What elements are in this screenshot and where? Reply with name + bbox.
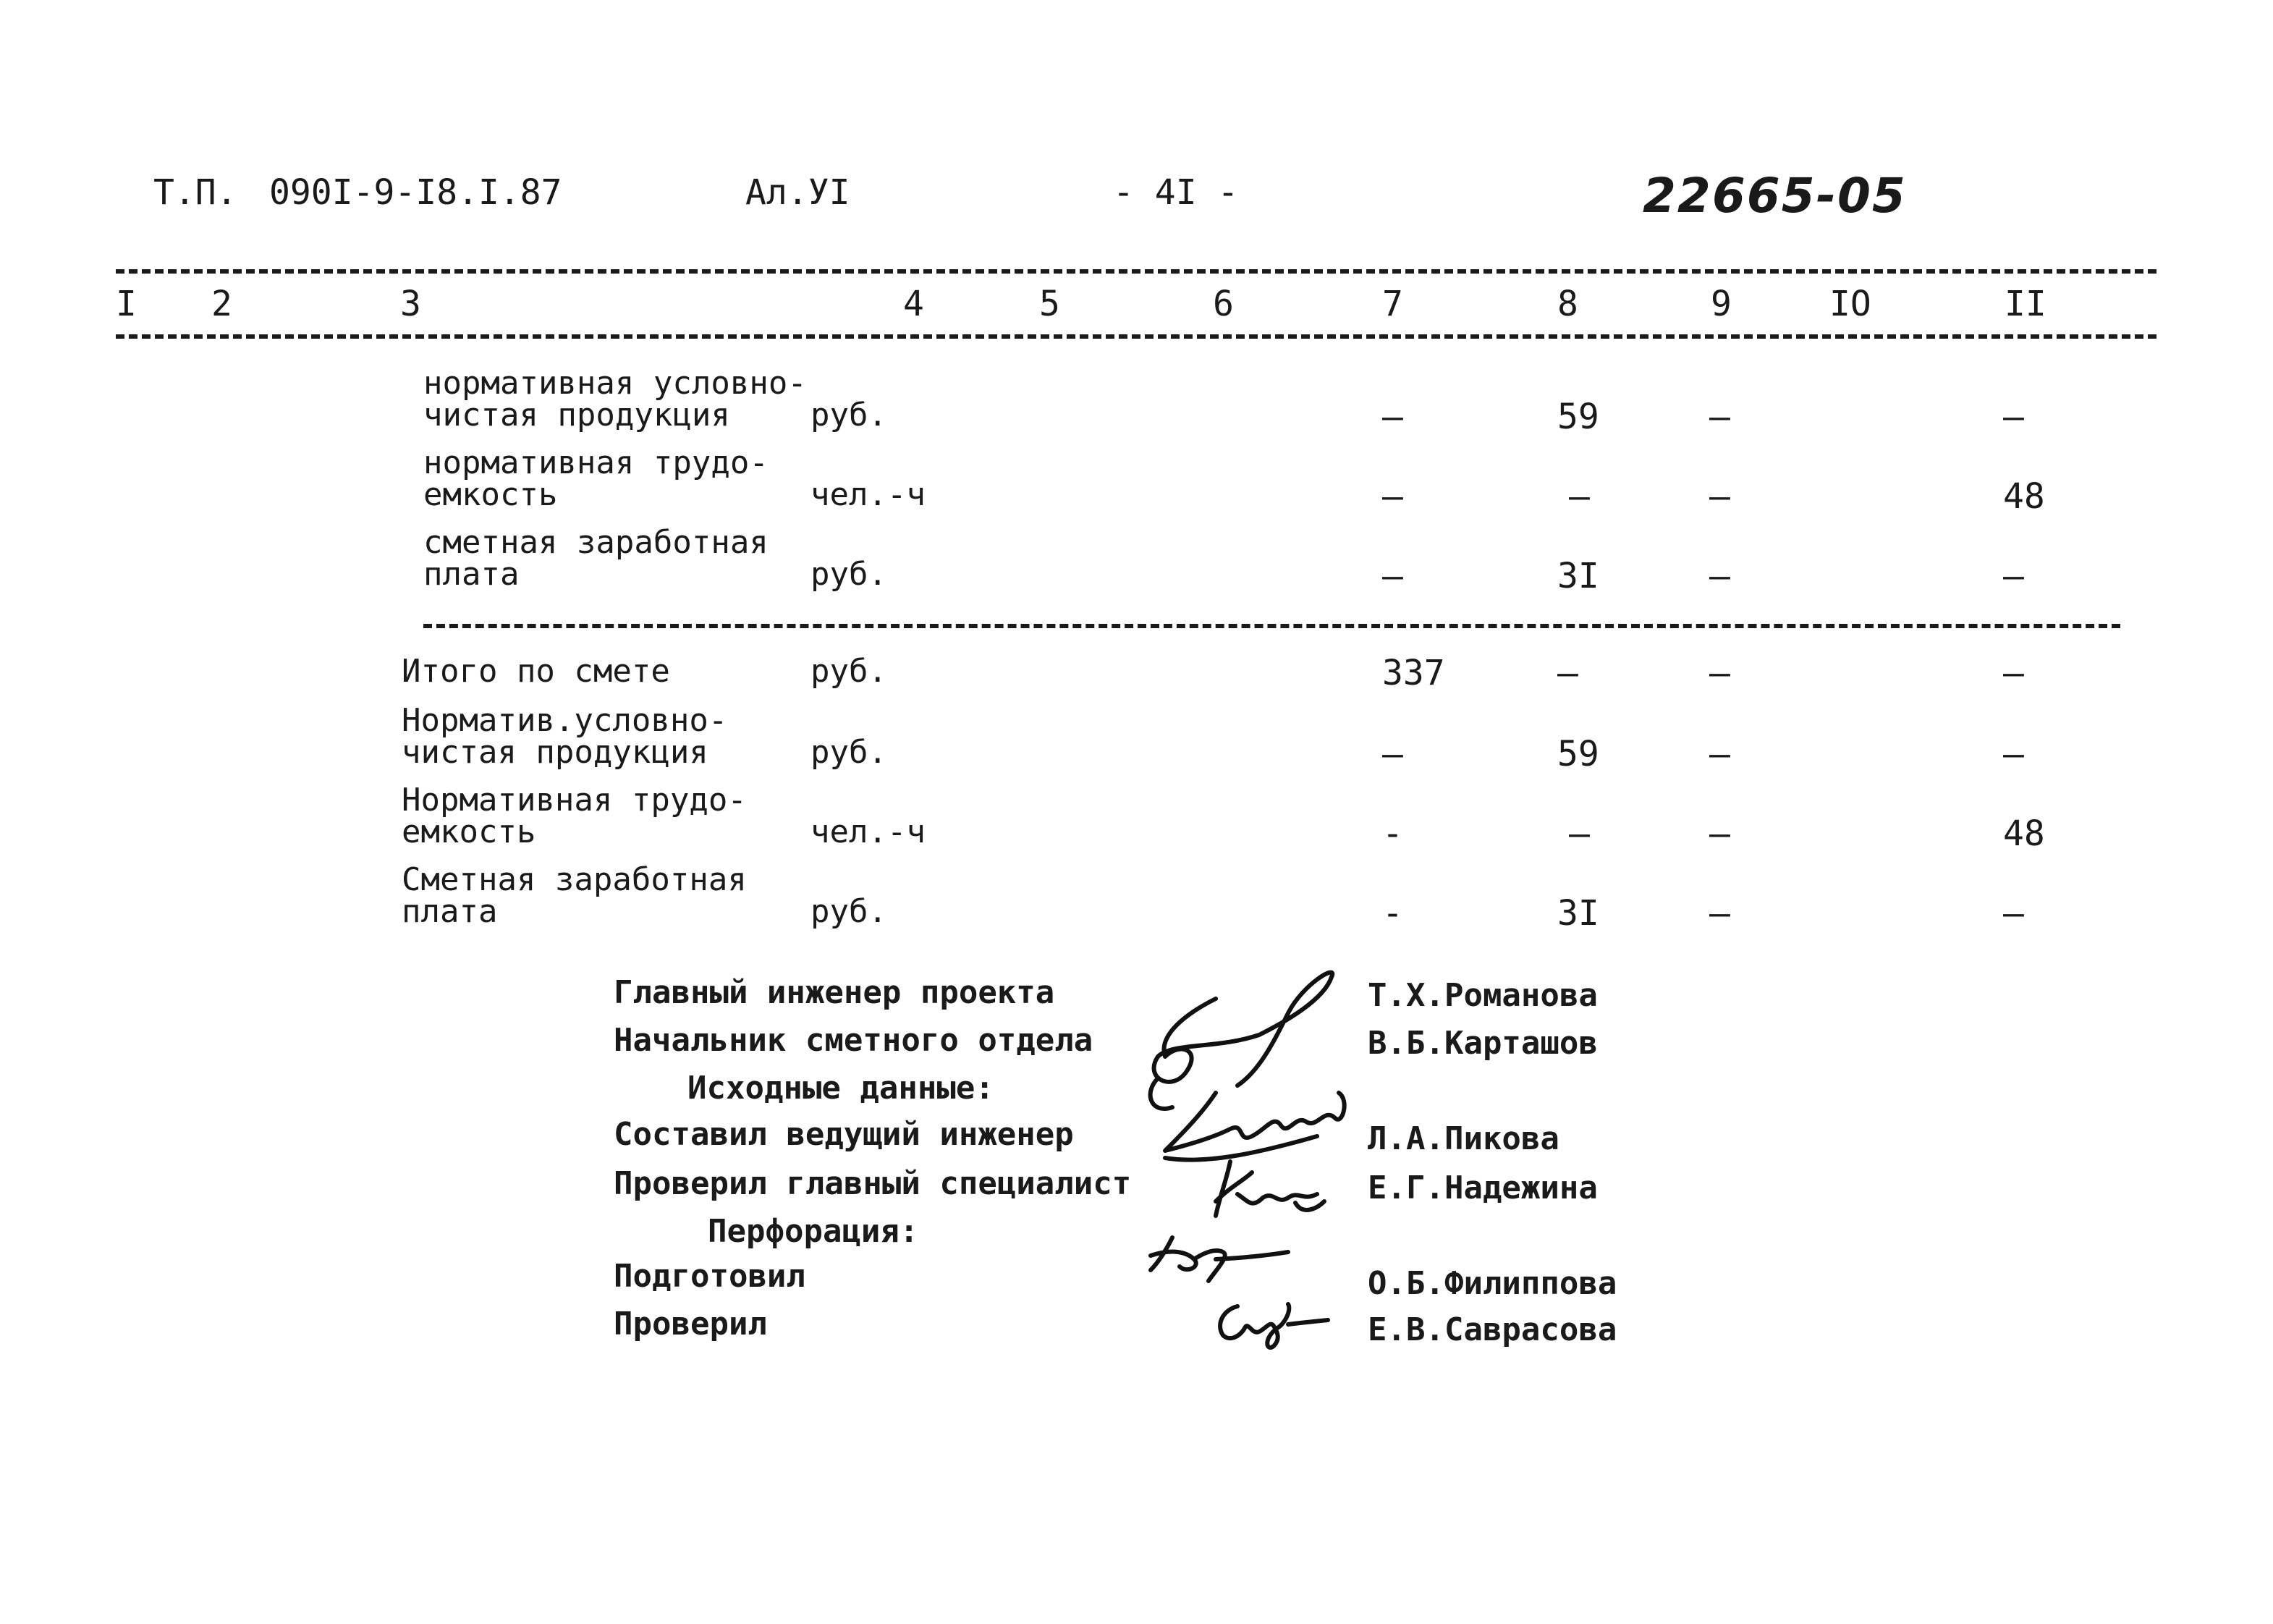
tp-label: Т.П. (153, 172, 237, 213)
source-data-heading: Исходные данные: (687, 1070, 994, 1107)
row-col7: – (1382, 556, 1403, 596)
total-name-line1: Нормативная трудо- (402, 782, 747, 819)
row-col7: – (1382, 397, 1403, 437)
total-col7: - (1382, 813, 1403, 854)
row-col8: 59 (1557, 397, 1599, 437)
total-col7: – (1382, 734, 1403, 774)
column-number: I (116, 284, 137, 324)
total-unit: руб. (810, 893, 887, 930)
column-number: 6 (1213, 284, 1234, 324)
total-unit: чел.-ч (810, 813, 926, 850)
column-number: 5 (1039, 284, 1060, 324)
prepared-label: Подготовил (614, 1258, 805, 1295)
row-col8: 3I (1557, 556, 1599, 596)
total-unit: руб. (810, 653, 887, 690)
compiled-label: Составил ведущий инженер (614, 1116, 1074, 1153)
dept-head-name: В.Б.Карташов (1368, 1025, 1598, 1062)
column-number: 4 (903, 284, 924, 324)
page-number: - 4I - (1113, 172, 1239, 213)
row-unit: чел.-ч (810, 476, 926, 513)
total-col8: 59 (1557, 734, 1599, 774)
row-col11: – (2003, 397, 2024, 437)
signature-verifier (1209, 1295, 1332, 1353)
total-col11: 48 (2003, 813, 2045, 854)
row-unit: руб. (810, 397, 887, 434)
row-col11: – (2003, 556, 2024, 596)
row-col9: – (1709, 476, 1730, 517)
total-name-line1: Итого по смете (402, 653, 670, 690)
header-rule-top (116, 269, 2156, 274)
verified-name: Е.В.Саврасова (1368, 1311, 1617, 1348)
column-number: 8 (1557, 284, 1578, 324)
total-col9: – (1709, 734, 1730, 774)
tp-code: 090I-9-I8.I.87 (269, 172, 562, 213)
total-col9: – (1709, 893, 1730, 934)
total-col11: – (2003, 893, 2024, 934)
total-unit: руб. (810, 734, 887, 771)
row-col9: – (1709, 556, 1730, 596)
album-label: Ал.УI (745, 172, 850, 213)
row-col8: – (1569, 476, 1590, 517)
row-col11: 48 (2003, 476, 2045, 517)
total-name-line1: Сметная заработная (402, 861, 747, 898)
total-name-line2: плата (402, 893, 498, 930)
total-col8: 3I (1557, 893, 1599, 934)
row-name-line2: чистая продукция (423, 397, 730, 434)
column-number: 9 (1711, 284, 1732, 324)
checked-label: Проверил главный специалист (614, 1165, 1132, 1202)
section-separator (423, 624, 2120, 628)
prepared-name: О.Б.Филиппова (1368, 1265, 1617, 1302)
compiled-name: Л.А.Пикова (1368, 1120, 1559, 1157)
checked-name: Е.Г.Надежина (1368, 1170, 1598, 1206)
row-name-line2: плата (423, 556, 520, 593)
row-name-line1: нормативная условно- (423, 365, 807, 402)
column-number: 2 (211, 284, 232, 324)
column-number: II (2005, 284, 2046, 324)
total-col11: – (2003, 653, 2024, 693)
row-name-line1: сметная заработная (423, 524, 769, 561)
total-col8: – (1557, 653, 1578, 693)
total-name-line2: емкость (402, 813, 536, 850)
signature-checker (1209, 1158, 1332, 1223)
total-col9: – (1709, 653, 1730, 693)
column-number: 7 (1382, 284, 1403, 324)
document-number: 22665-05 (1643, 168, 1907, 224)
verified-label: Проверил (614, 1306, 767, 1342)
row-name-line2: емкость (423, 476, 558, 513)
chief-engineer-name: Т.Х.Романова (1368, 977, 1598, 1014)
column-number: 3 (400, 284, 421, 324)
row-col7: – (1382, 476, 1403, 517)
total-name-line1: Норматив.условно- (402, 702, 728, 739)
signature-preparer (1143, 1230, 1295, 1295)
row-col9: – (1709, 397, 1730, 437)
header-rule-bottom (116, 334, 2156, 339)
total-name-line2: чистая продукция (402, 734, 708, 771)
total-col7: - (1382, 893, 1403, 934)
row-unit: руб. (810, 556, 887, 593)
total-col7: 337 (1382, 653, 1445, 693)
chief-engineer-label: Главный инженер проекта (614, 974, 1055, 1011)
row-name-line1: нормативная трудо- (423, 444, 769, 481)
total-col9: – (1709, 813, 1730, 854)
dept-head-label: Начальник сметного отдела (614, 1022, 1093, 1059)
column-number: IO (1829, 284, 1871, 324)
total-col11: – (2003, 734, 2024, 774)
perforation-heading: Перфорация: (708, 1213, 919, 1250)
total-col8: – (1569, 813, 1590, 854)
